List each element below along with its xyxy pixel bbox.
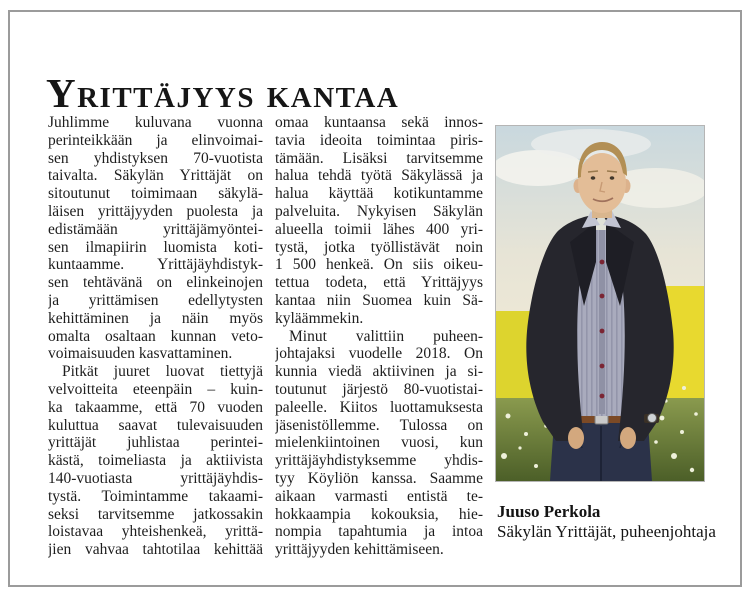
text-line: kantaa niin Suomea kuin Sä- bbox=[275, 291, 483, 309]
text-line: ja yrittämisen edellytysten bbox=[48, 291, 263, 309]
hand-right bbox=[620, 427, 636, 449]
text-line: sen yhdistyksen 70-vuotista bbox=[48, 149, 263, 167]
text-line: Minut valittiin puheen- bbox=[289, 327, 483, 345]
text-line: edistämään yrittäjämyöntei- bbox=[48, 220, 263, 238]
text-line: halua käyttää kotikuntamme bbox=[275, 185, 483, 203]
text-line: alueella toimii lähes 400 yri- bbox=[275, 220, 483, 238]
text-line: kuluttua saavat tulevaisuuden bbox=[48, 416, 263, 434]
text-line: tettua todeta, että Yrittäjyys bbox=[275, 274, 483, 292]
text-line: yrittäjäyhdistyksemme yhdis- bbox=[275, 452, 483, 470]
text-line: kuntaamme. Yrittäjäyhdistyk- bbox=[48, 256, 263, 274]
text-line: 140-vuotiasta yrittäjäyhdis- bbox=[48, 469, 263, 487]
text-line: tystä, jotka työllistävät noin bbox=[275, 238, 483, 256]
text-line: jäsenistöllemme. Tulossa on bbox=[275, 416, 483, 434]
text-line: tavia ideoita toimintaa piris- bbox=[275, 131, 483, 149]
text-column-2 bbox=[275, 114, 483, 559]
text-line: taivalta. Säkylän Yrittäjät on bbox=[48, 167, 263, 185]
portrait-photo-illustration bbox=[496, 126, 704, 481]
text-line: aikaan varmasti entistä te- bbox=[275, 487, 483, 505]
text-line: kästä, toimeliasta ja aktiivista bbox=[48, 452, 263, 470]
text-line: tyy Köyliön kanssa. Saamme bbox=[275, 469, 483, 487]
text-line: seksi tarvitsemme jatkossakin bbox=[48, 505, 263, 523]
text-line: sitoutunut toimimaan säkylä- bbox=[48, 185, 263, 203]
portrait-photo bbox=[495, 125, 705, 482]
text-line: johtajaksi vuodelle 2018. On bbox=[275, 345, 483, 363]
text-line: velvoitteita eteenpäin – kuin- bbox=[48, 380, 263, 398]
text-line: 1 500 henkeä. On siis oikeu- bbox=[275, 256, 483, 274]
article-title: Yrittäjyys kantaa bbox=[46, 70, 400, 117]
text-line: läisen yrittäjyyden puolesta ja bbox=[48, 202, 263, 220]
hand-left bbox=[568, 427, 584, 449]
photo-caption-name: Juuso Perkola bbox=[497, 502, 601, 521]
text-line: sen ilmapiirin luomista koti- bbox=[48, 238, 263, 256]
text-line: kyläämmekin. bbox=[275, 309, 364, 327]
text-line: ka takaamme, että 70 vuoden bbox=[48, 398, 263, 416]
text-line: nompia tapahtumia ja intoa bbox=[275, 523, 483, 541]
text-line: yrittäjät juhlistaa perintei- bbox=[48, 434, 263, 452]
text-line: omalta osaltaan kunnan veto- bbox=[48, 327, 263, 345]
photo-caption-role: Säkylän Yrittäjät, puheenjohtaja bbox=[497, 522, 716, 541]
text-line: jien vahvaa tahtotilaa kehittää bbox=[48, 541, 263, 559]
text-line: kehittäminen ja näin myös bbox=[48, 309, 263, 327]
shirt-placket bbox=[599, 230, 605, 414]
text-line: Juhlimme kuluvana vuonna bbox=[48, 114, 263, 131]
text-line: omaa kuntaansa sekä innos- bbox=[275, 114, 483, 131]
text-line: mielenkiintoinen vuosi, kun bbox=[275, 434, 483, 452]
text-line: yrittäjyyden kehittämiseen. bbox=[275, 541, 444, 559]
text-line: kunnia viedä aktiivinen ja si- bbox=[275, 363, 483, 381]
text-line: tämään. Lisäksi tarvitsemme bbox=[275, 149, 483, 167]
text-line: palveluita. Nykyisen Säkylän bbox=[275, 202, 483, 220]
text-line: paleelle. Kiitos luottamuksesta bbox=[275, 398, 483, 416]
text-line: halua tehdä työtä Säkylässä ja bbox=[275, 167, 483, 185]
text-line: voimaisuuden kasvattaminen. bbox=[48, 345, 233, 363]
text-line: perinteikkään ja elinvoimai- bbox=[48, 131, 263, 149]
text-line: loistavaa yhteishenkeä, yrittä- bbox=[48, 523, 263, 541]
text-line: Pitkät juuret luovat tiettyjä bbox=[62, 363, 263, 381]
text-line: sen tehtävänä on elinkeinojen bbox=[48, 274, 263, 292]
text-column-1 bbox=[48, 114, 263, 559]
text-line: hokkaampia kokouksia, hie- bbox=[275, 505, 483, 523]
watch-face bbox=[648, 414, 657, 423]
text-line: toutunut järjestö 80-vuotistai- bbox=[275, 380, 483, 398]
text-line: tystä. Toimintamme takaami- bbox=[48, 487, 263, 505]
cloud bbox=[531, 129, 651, 159]
